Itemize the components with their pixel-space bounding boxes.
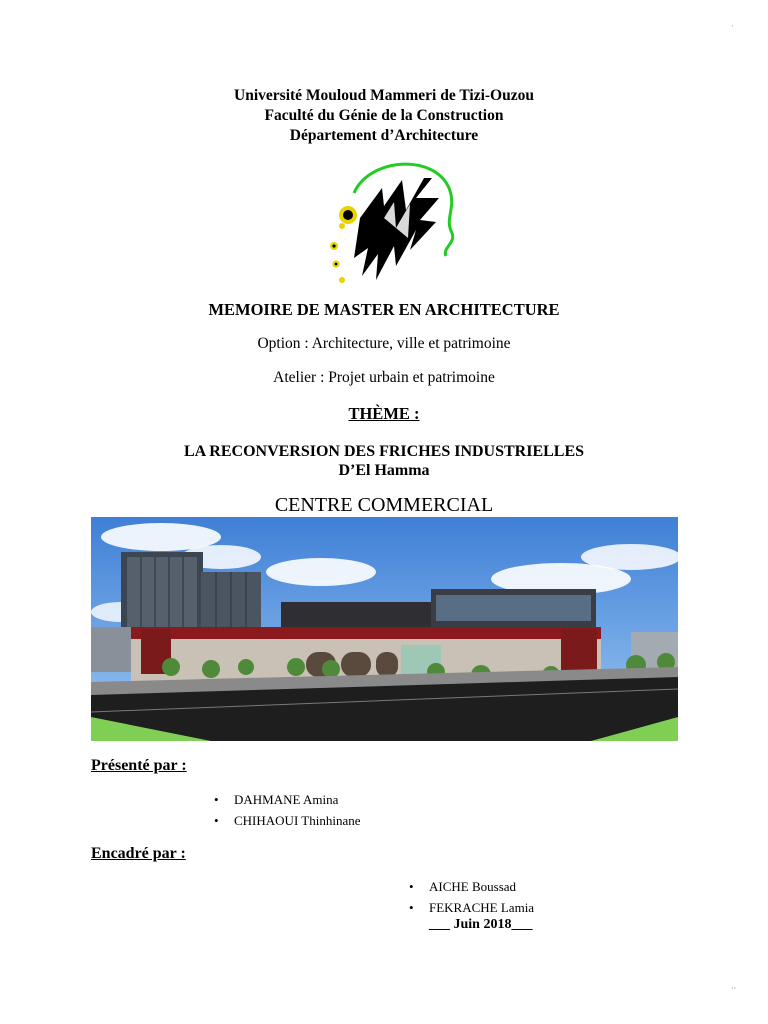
supervised-label: Encadré par : bbox=[91, 845, 186, 862]
university-logo bbox=[324, 158, 464, 288]
list-item: • FEKRACHE Lamia bbox=[409, 897, 534, 918]
date-line: ___ Juin 2018___ bbox=[429, 917, 533, 932]
supervised-list bbox=[409, 876, 534, 918]
university-name: Université Mouloud Mammeri de Tizi-Ouzou bbox=[234, 87, 534, 104]
architectural-render-image bbox=[91, 517, 678, 741]
presented-list bbox=[214, 789, 361, 831]
theme-title-line1: LA RECONVERSION DES FRICHES INDUSTRIELLES bbox=[183, 443, 585, 460]
theme-title-line2: D’El Hamma bbox=[338, 462, 430, 479]
list-item: • AICHE Boussad bbox=[409, 876, 534, 897]
faculty-name: Faculté du Génie de la Construction bbox=[264, 107, 504, 124]
project-title: CENTRE COMMERCIAL bbox=[274, 494, 494, 516]
option-line: Option : Architecture, ville et patrimoine bbox=[257, 335, 511, 352]
presented-label: Présenté par : bbox=[91, 757, 187, 774]
department-name: Département d’Architecture bbox=[289, 127, 479, 144]
theme-label: THÈME : bbox=[348, 404, 420, 423]
theme-title bbox=[0, 442, 768, 480]
list-item: • DAHMANE Amina bbox=[214, 789, 361, 810]
memoire-title: MEMOIRE DE MASTER EN ARCHITECTURE bbox=[208, 300, 560, 319]
list-item: • CHIHAOUI Thinhinane bbox=[214, 810, 361, 831]
corner-mark: · bbox=[731, 22, 734, 31]
corner-mark: ·· bbox=[731, 984, 737, 993]
atelier-line: Atelier : Projet urbain et patrimoine bbox=[273, 369, 495, 386]
